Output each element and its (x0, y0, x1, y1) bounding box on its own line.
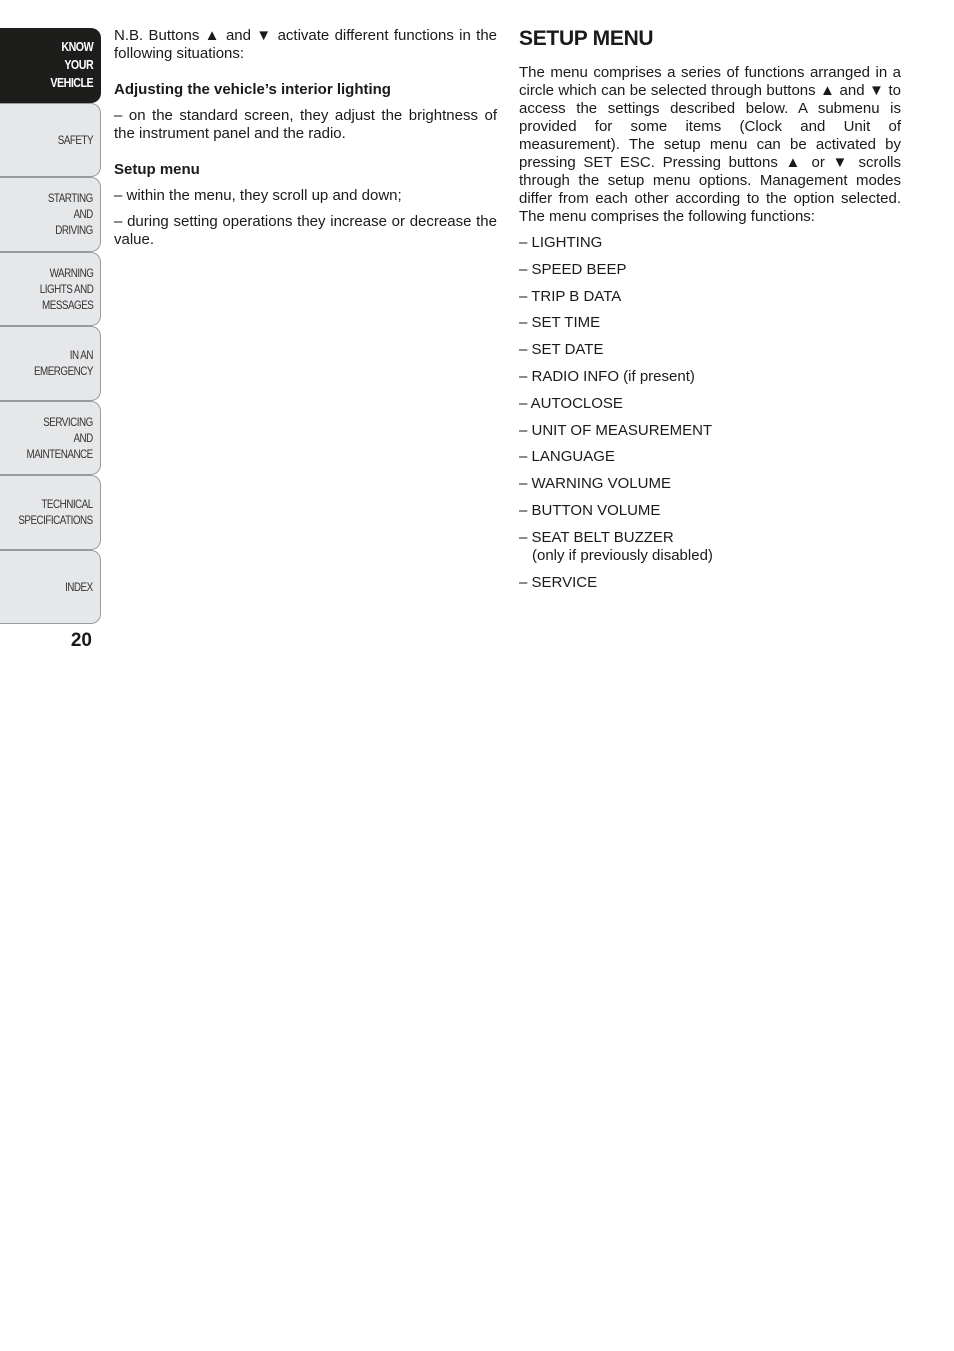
list-item: – TRIP B DATA (519, 287, 622, 305)
list-item: – SET DATE (519, 341, 604, 359)
tab-label: IN AN EMERGENCY (33, 348, 93, 379)
list-item: – RADIO INFO (if present) (519, 367, 695, 385)
setup-menu-description: The menu comprises a series of functions arranged in a circle which can be selected through buttons ▲ and ▼ to access the settings described below. A submenu is provided for some items (Clock and Unit of measurement). The setup menu can be activated by pressing SET ESC. Pressing buttons ▲ or ▼ scrolls through the setup menu options. Management modes differ from each other according to the option selected. The menu comprises the following functions: (519, 64, 901, 225)
chapter-tabs (0, 28, 101, 624)
tab-know-your-vehicle[interactable] (0, 28, 101, 103)
section-heading: SETUP MENU (519, 27, 654, 50)
right-column (519, 27, 901, 600)
list-item-note: (only if previously disabled) (532, 546, 713, 564)
tab-safety[interactable] (0, 103, 101, 178)
list-item: – LANGUAGE (519, 448, 615, 466)
tab-label: STARTING AND DRIVING (48, 191, 93, 238)
tab-label: KNOW YOUR VEHICLE (50, 39, 93, 91)
function-list (519, 234, 901, 592)
tab-warning-lights[interactable] (0, 252, 101, 327)
interior-lighting-text: – on the standard screen, they adjust the brightness of the instrument panel and the radio. (114, 107, 497, 142)
list-item: – AUTOCLOSE (519, 394, 623, 412)
setup-menu-item: – within the menu, they scroll up and down; (114, 187, 402, 204)
list-item: – UNIT OF MEASUREMENT (519, 421, 713, 439)
intro-text: N.B. Buttons ▲ and ▼ activate different functions in the following situations: (114, 27, 497, 62)
tab-label: SAFETY (57, 132, 93, 147)
tab-servicing[interactable] (0, 401, 101, 476)
list-item: – SPEED BEEP (519, 260, 627, 278)
subheading-interior-lighting: Adjusting the vehicle’s interior lighting (114, 81, 391, 98)
list-item-label: – SEAT BELT BUZZER (519, 528, 674, 546)
list-item: – LIGHTING (519, 234, 603, 251)
tab-technical-specifications[interactable] (0, 475, 101, 550)
tab-label: WARNING LIGHTS AND MESSAGES (39, 265, 93, 312)
tab-starting-and-driving[interactable] (0, 177, 101, 252)
subheading-setup-menu: Setup menu (114, 161, 200, 178)
tab-label: INDEX (65, 579, 93, 594)
tab-emergency[interactable] (0, 326, 101, 401)
list-item: – BUTTON VOLUME (519, 501, 661, 519)
tab-index[interactable] (0, 550, 101, 625)
tab-label: TECHNICAL SPECIFICATIONS (18, 497, 93, 528)
list-item (519, 529, 901, 565)
setup-menu-item: – during setting operations they increase or decrease the value. (114, 213, 497, 248)
list-item: – WARNING VOLUME (519, 475, 671, 493)
left-column (114, 27, 497, 249)
page-number: 20 (70, 630, 92, 651)
list-item: – SERVICE (519, 573, 598, 591)
tab-label: SERVICING AND MAINTENANCE (26, 414, 93, 461)
list-item: – SET TIME (519, 314, 601, 332)
